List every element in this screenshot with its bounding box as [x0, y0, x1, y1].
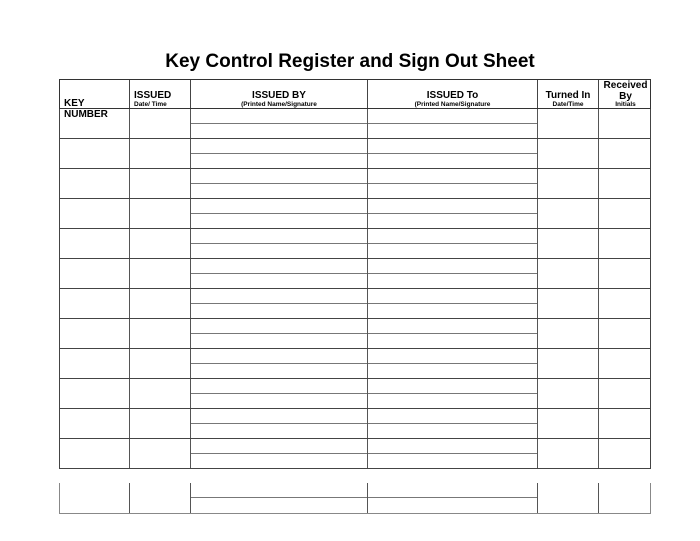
header-sublabel: Initials: [615, 101, 636, 108]
table-row: [59, 483, 651, 514]
cell-issued[interactable]: [129, 289, 190, 318]
cell-issued-to[interactable]: [367, 319, 537, 348]
cell-issued-to[interactable]: [367, 483, 537, 513]
name-signature-divider: [368, 123, 537, 124]
cell-issued-to[interactable]: [367, 289, 537, 318]
name-signature-divider: [368, 273, 537, 274]
name-signature-divider: [191, 497, 367, 498]
name-signature-divider: [368, 333, 537, 334]
cell-key-number[interactable]: [60, 139, 129, 168]
name-signature-divider: [368, 153, 537, 154]
header-label: ISSUED BY: [252, 90, 306, 101]
table-row: [59, 109, 651, 139]
name-signature-divider: [368, 303, 537, 304]
cell-received-by[interactable]: [598, 109, 652, 138]
table-row: [59, 289, 651, 319]
cell-issued-by[interactable]: [190, 289, 367, 318]
cell-issued[interactable]: [129, 259, 190, 288]
table-row: [59, 229, 651, 259]
cell-received-by[interactable]: [598, 319, 652, 348]
cell-received-by[interactable]: [598, 199, 652, 228]
header-sublabel: Date/Time: [552, 101, 584, 108]
table-body: [59, 109, 651, 469]
table-row: [59, 409, 651, 439]
cell-issued[interactable]: [129, 229, 190, 258]
cell-received-by[interactable]: [598, 379, 652, 408]
cell-key-number[interactable]: [60, 169, 129, 198]
cell-key-number[interactable]: [60, 199, 129, 228]
cell-issued-to[interactable]: [367, 409, 537, 438]
name-signature-divider: [191, 423, 367, 424]
cell-turned-in[interactable]: [537, 139, 598, 168]
header-issued: [129, 80, 190, 108]
cell-received-by[interactable]: [598, 169, 652, 198]
table-row: [59, 199, 651, 229]
cell-key-number[interactable]: [60, 319, 129, 348]
cell-issued[interactable]: [129, 349, 190, 378]
name-signature-divider: [368, 243, 537, 244]
cell-issued-by[interactable]: [190, 139, 367, 168]
cell-issued-to[interactable]: [367, 199, 537, 228]
cell-received-by[interactable]: [598, 439, 652, 468]
cell-key-number[interactable]: [60, 289, 129, 318]
name-signature-divider: [191, 213, 367, 214]
header-label: ISSUED: [134, 90, 172, 101]
cell-issued-by[interactable]: [190, 259, 367, 288]
cell-issued-to[interactable]: [367, 109, 537, 138]
cell-issued[interactable]: [129, 109, 190, 138]
header-issued-to: [367, 80, 537, 108]
header-received-by: [598, 80, 652, 108]
table-row: [59, 379, 651, 409]
cell-issued[interactable]: [129, 139, 190, 168]
cell-issued[interactable]: [129, 379, 190, 408]
cell-issued-by[interactable]: [190, 169, 367, 198]
cell-received-by[interactable]: [598, 139, 652, 168]
table-row: [59, 319, 651, 349]
cell-received-by[interactable]: [598, 409, 652, 438]
header-issued-by: [190, 80, 367, 108]
table-row: [59, 169, 651, 199]
cell-received-by[interactable]: [598, 289, 652, 318]
cell-turned-in[interactable]: [537, 483, 598, 513]
cell-turned-in[interactable]: [537, 409, 598, 438]
cell-received-by[interactable]: [598, 259, 652, 288]
cell-received-by[interactable]: [598, 229, 652, 258]
header-turned-in: [537, 80, 598, 108]
cell-turned-in[interactable]: [537, 199, 598, 228]
cell-issued-by[interactable]: [190, 319, 367, 348]
cell-received-by[interactable]: [598, 483, 652, 513]
name-signature-divider: [368, 497, 537, 498]
row-gap: [59, 469, 651, 483]
name-signature-divider: [191, 363, 367, 364]
name-signature-divider: [368, 213, 537, 214]
cell-issued-to[interactable]: [367, 439, 537, 468]
header-sublabel: (Printed Name/Signature: [241, 101, 317, 108]
header-label-line2: By: [619, 91, 632, 102]
name-signature-divider: [368, 393, 537, 394]
table-row: [59, 349, 651, 379]
cell-issued[interactable]: [129, 169, 190, 198]
cell-issued-by[interactable]: [190, 229, 367, 258]
name-signature-divider: [368, 423, 537, 424]
cell-issued-by[interactable]: [190, 349, 367, 378]
cell-issued-to[interactable]: [367, 379, 537, 408]
header-label: KEY NUMBER: [64, 98, 108, 120]
cell-issued[interactable]: [129, 439, 190, 468]
name-signature-divider: [368, 363, 537, 364]
name-signature-divider: [191, 183, 367, 184]
cell-turned-in[interactable]: [537, 289, 598, 318]
name-signature-divider: [368, 183, 537, 184]
cell-key-number[interactable]: [60, 229, 129, 258]
cell-key-number[interactable]: [60, 109, 129, 138]
cell-turned-in[interactable]: [537, 229, 598, 258]
name-signature-divider: [191, 333, 367, 334]
header-sublabel: Date/ Time: [134, 101, 167, 108]
cell-issued-by[interactable]: [190, 409, 367, 438]
cell-issued-by[interactable]: [190, 109, 367, 138]
cell-issued-by[interactable]: [190, 379, 367, 408]
table-body-extra: [59, 483, 651, 514]
table-row: [59, 139, 651, 169]
table-header: [59, 79, 651, 120]
cell-turned-in[interactable]: [537, 349, 598, 378]
cell-issued-by[interactable]: [190, 439, 367, 468]
cell-key-number[interactable]: [60, 259, 129, 288]
cell-turned-in[interactable]: [537, 169, 598, 198]
cell-key-number[interactable]: [60, 409, 129, 438]
cell-received-by[interactable]: [598, 349, 652, 378]
name-signature-divider: [191, 243, 367, 244]
cell-issued[interactable]: [129, 483, 190, 513]
name-signature-divider: [191, 123, 367, 124]
cell-issued[interactable]: [129, 199, 190, 228]
cell-turned-in[interactable]: [537, 259, 598, 288]
cell-turned-in[interactable]: [537, 109, 598, 138]
cell-key-number[interactable]: [60, 349, 129, 378]
table-row: [59, 439, 651, 469]
cell-issued[interactable]: [129, 319, 190, 348]
cell-issued-by[interactable]: [190, 199, 367, 228]
cell-key-number[interactable]: [60, 439, 129, 468]
header-key-number: [60, 80, 129, 120]
name-signature-divider: [368, 453, 537, 454]
name-signature-divider: [191, 153, 367, 154]
cell-issued-to[interactable]: [367, 349, 537, 378]
name-signature-divider: [191, 453, 367, 454]
cell-key-number[interactable]: [60, 379, 129, 408]
header-label: ISSUED To: [426, 90, 479, 101]
page-title: Key Control Register and Sign Out Sheet: [165, 51, 535, 72]
key-register-table: [59, 79, 651, 514]
header-label: Turned In: [545, 90, 591, 101]
cell-issued-to[interactable]: [367, 259, 537, 288]
name-signature-divider: [191, 303, 367, 304]
header-label-line1: Received: [603, 80, 648, 91]
name-signature-divider: [191, 273, 367, 274]
cell-turned-in[interactable]: [537, 319, 598, 348]
cell-issued-to[interactable]: [367, 169, 537, 198]
cell-turned-in[interactable]: [537, 379, 598, 408]
cell-issued-to[interactable]: [367, 139, 537, 168]
cell-issued[interactable]: [129, 409, 190, 438]
cell-issued-by[interactable]: [190, 483, 367, 513]
table-row: [59, 259, 651, 289]
cell-turned-in[interactable]: [537, 439, 598, 468]
cell-issued-to[interactable]: [367, 229, 537, 258]
header-sublabel: (Printed Name/Signature: [414, 101, 491, 108]
cell-key-number[interactable]: [60, 483, 129, 513]
name-signature-divider: [191, 393, 367, 394]
